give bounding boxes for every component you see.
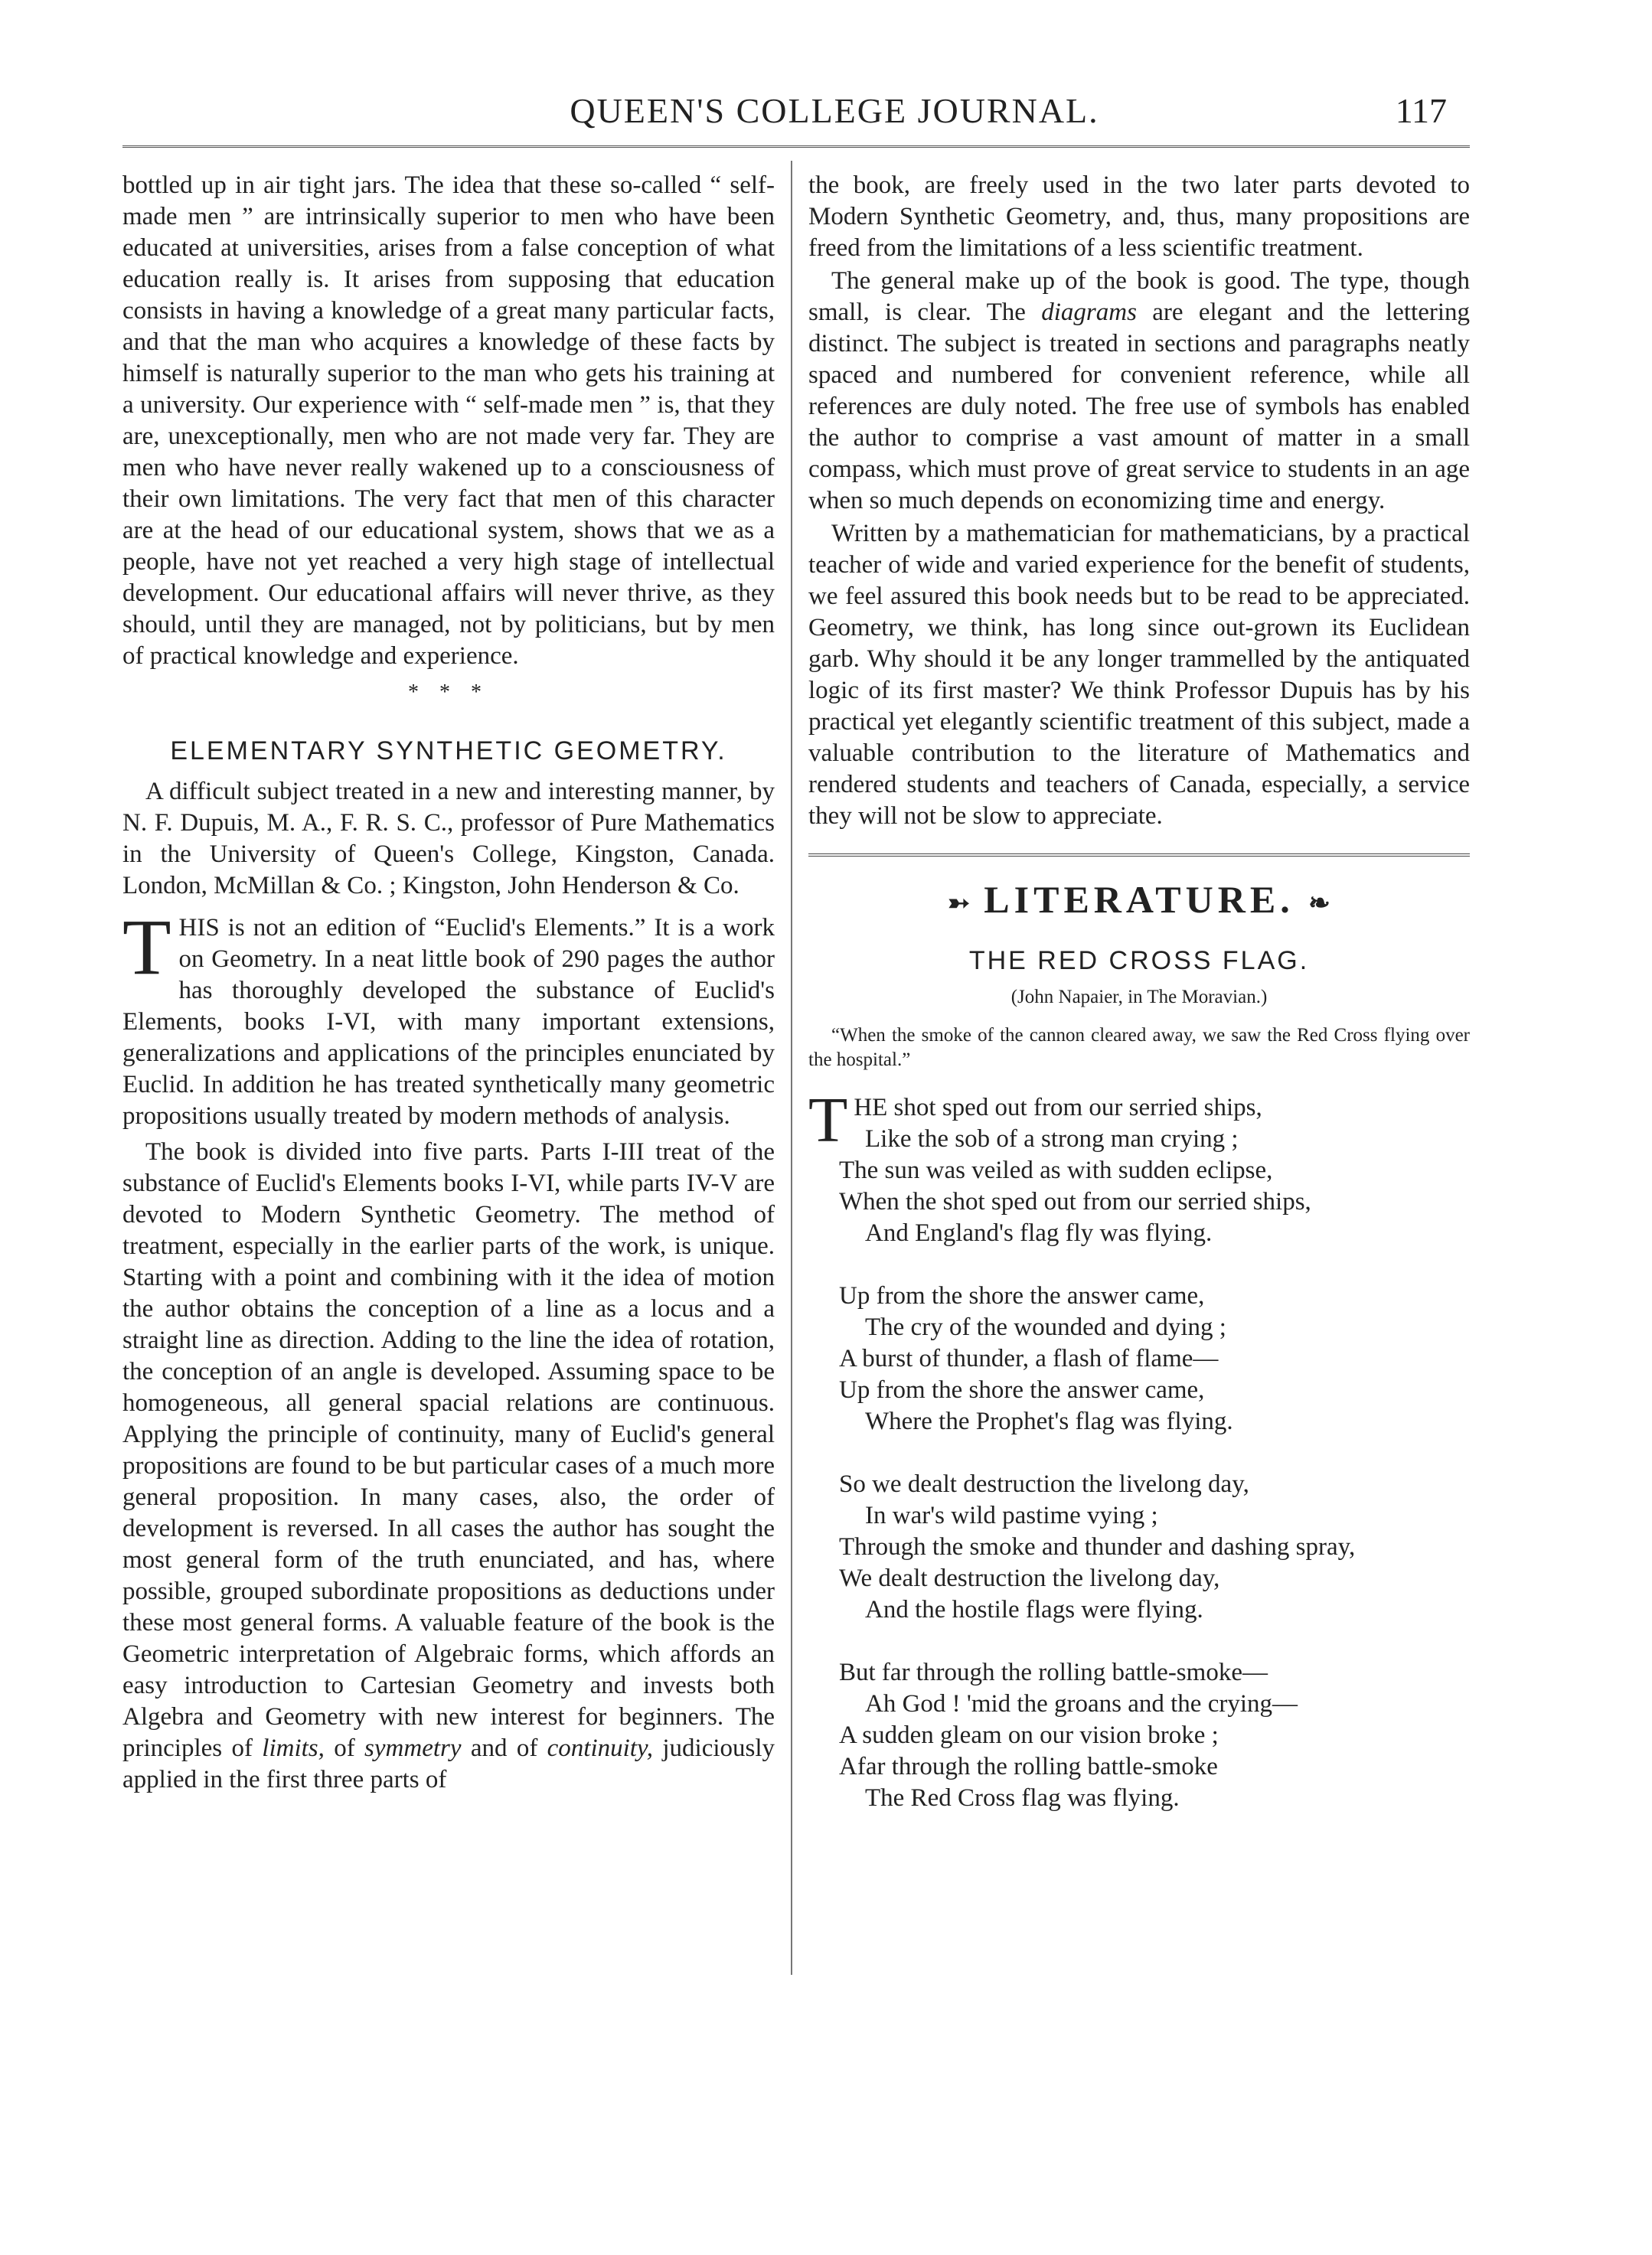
make-up-text-b: are elegant and the lettering distinct. The subject is treated in sections and paragraphs neatly spaced and numbered for convenient reference, while all references are duly noted. The free use of symbols has enabled the author to comprise a vast amount of matter in a small compass, which must prove of great service to students in an age when so much depends on economizing time and energy.	[808, 299, 1471, 514]
poem-line: And the hostile flags were flying.	[865, 1596, 1203, 1624]
page-number: 117	[1395, 91, 1447, 130]
poem-line: Ah God ! 'mid the groans and the crying—	[865, 1690, 1298, 1718]
poem-line: We dealt destruction the livelong day,	[839, 1565, 1220, 1593]
poem-line: In war's wild pastime vying ;	[865, 1502, 1158, 1530]
left-ornament-icon: ➳	[948, 889, 970, 919]
poem-line: And England's flag fly was flying.	[865, 1219, 1213, 1248]
poem-drop-cap: T	[808, 1085, 848, 1157]
poem-line: A burst of thunder, a flash of flame—	[839, 1345, 1219, 1373]
of-word: of	[334, 1734, 355, 1762]
review-paragraph-2	[122, 1137, 775, 1796]
limits-word: limits,	[262, 1734, 325, 1762]
poem-line: A sudden gleam on our vision broke ;	[839, 1721, 1219, 1750]
book-info-paragraph: A difficult subject treated in a new and interesting manner, by N. F. Dupuis, M. A., F. R. S. C., professor of Pure Mathematics in the University of Queen's College, Kingston, Canada. London, McMillan & Co. ; Kingston, John Henderson & Co.	[122, 778, 775, 899]
page-header	[122, 90, 1485, 139]
and-of-words: and of	[470, 1734, 538, 1762]
section-stars: * * *	[408, 680, 489, 704]
poem-line: The cry of the wounded and dying ;	[865, 1314, 1226, 1342]
stanza-1	[808, 1085, 1470, 1249]
poem-line: Afar through the rolling battle-smoke	[839, 1753, 1218, 1781]
continuity-word: continuity,	[547, 1734, 654, 1762]
poem-epigraph: “When the smoke of the cannon cleared away, we saw the Red Cross flying over the hospital.”	[808, 1025, 1470, 1071]
opening-paragraph: bottled up in air tight jars. The idea that these so-called “ self-made men ” are intrinsically superior to men who have been educated at universities, arises from a false conception of what education really is. It arises from supposing that education consists in having a knowledge of a great many particular facts, and that the man who acquires a knowledge of these facts by himself is naturally superior to the man who gets his training at a university. Our experience with “ self-made men ” is, that they are, unexceptionally, men who are not made very far. They are men who have never really wakened up to a consciousness of their own limitations. The very fact that men of this character are at the head of our educational system, shows that we as a people, have not yet reached a very high stage of intellectual development. Our educational affairs will never thrive, as they should, until they are managed, not by politicians, but by men of practical knowledge and experience.	[122, 171, 775, 670]
symmetry-word: symmetry	[364, 1734, 462, 1762]
poem-line: So we dealt destruction the livelong day,	[839, 1470, 1249, 1499]
review-continued-paragraph: the book, are freely used in the two later parts devoted to Modern Synthetic Geometry, and, thus, many propositions are freed from the limitations of a less scientific treatment.	[808, 171, 1470, 262]
poem-title: THE RED CROSS FLAG.	[968, 946, 1310, 976]
geometry-section-title: ELEMENTARY SYNTHETIC GEOMETRY.	[170, 736, 727, 765]
literature-rule	[808, 853, 1470, 857]
poem-line: The Red Cross flag was flying.	[865, 1784, 1180, 1813]
journal-title: QUEEN'S COLLEGE JOURNAL.	[570, 91, 1099, 130]
poem-line: When the shot sped out from our serried ships,	[839, 1188, 1311, 1216]
poem-line: Like the sob of a strong man crying ;	[865, 1125, 1239, 1154]
right-ornament-icon: ❧	[1308, 889, 1330, 919]
literature-heading-text: LITERATURE.	[984, 878, 1295, 921]
conclusion-paragraph: Written by a mathematician for mathematicians, by a practical teacher of wide and varied experience for the benefit of students, we feel assured this book needs but to be read to be appreciated. Geometry, we think, has long since out-grown its Euclidean garb. Why should it be any longer trammelled by the antiquated logic of its first master? We think Professor Dupuis has by his practical yet elegantly scientific treatment of this subject, made a valuable contribution to the literature of Mathematics and rendered students and teachers of Canada, especially, a service they will not be slow to appreciate.	[808, 520, 1470, 830]
drop-cap: T	[122, 903, 171, 991]
make-up-paragraph	[808, 266, 1470, 517]
poem-line: Where the Prophet's flag was flying.	[865, 1408, 1233, 1436]
stanza-3	[839, 1469, 1470, 1626]
review-paragraph-2-end: judiciously applied in the first three parts of	[122, 1734, 775, 1793]
left-column	[122, 170, 775, 1797]
poem-line: HE shot sped out from our serried ships,	[854, 1094, 1262, 1122]
poem-line: Through the smoke and thunder and dashing spray,	[839, 1533, 1356, 1562]
stanza-4	[839, 1657, 1470, 1814]
review-paragraph-2-text: The book is divided into five parts. Parts I-III treat of the substance of Euclid's Elements books I-VI, while parts IV-V are devoted to Modern Synthetic Geometry. The method of treatment, especially in the earlier parts of the work, is unique. Starting with a point and combining with it the idea of motion the author obtains the conception of a line as a locus and a straight line as direction. Adding to the line the idea of rotation, the conception of an angle is developed. Assuming space to be homogeneous, all general spacial relations are continuous. Applying the principle of continuity, many of Euclid's general propositions are found to be but particular cases of a much more general proposition. In many cases, also, the order of development is reversed. In all cases the author has sought the most general form of the truth enunciated, and has, where possible, grouped subordinate propositions as deductions under these most general forms. A valuable feature of the book is the Geometric interpretation of Algebraic forms, which affords an easy introduction to Cartesian Geometry and invests both Algebra and Geometry with new interest for beginners. The principles of	[122, 1138, 775, 1762]
review-paragraph-1-text: HIS is not an edition of “Euclid's Elements.” It is a work on Geometry. In a neat little book of 290 pages the author has thoroughly developed the substance of Euclid's Elements, books I-VI, with many important extensions, generalizations and applications of the principles enunciated by Euclid. In addition he has treated synthetically many geometric propositions usually treated by modern methods of analysis.	[122, 914, 775, 1130]
poem-source: (John Napaier, in The Moravian.)	[1010, 987, 1268, 1008]
make-up-text-a: The general make up of the book is good. The type, though small, is clear. The	[808, 267, 1470, 326]
poem-line: Up from the shore the answer came,	[839, 1282, 1205, 1310]
literature-heading	[808, 878, 1470, 921]
poem-line: The sun was veiled as with sudden eclipse,	[839, 1157, 1273, 1185]
stanza-2	[839, 1281, 1470, 1438]
poem-line: Up from the shore the answer came,	[839, 1376, 1205, 1405]
column-divider	[791, 161, 792, 1975]
header-rule	[122, 145, 1470, 148]
poem-line: But far through the rolling battle-smoke—	[839, 1659, 1268, 1687]
review-paragraph-1	[122, 903, 775, 1132]
diagrams-word: diagrams	[1041, 299, 1137, 326]
right-column	[808, 170, 1470, 1845]
